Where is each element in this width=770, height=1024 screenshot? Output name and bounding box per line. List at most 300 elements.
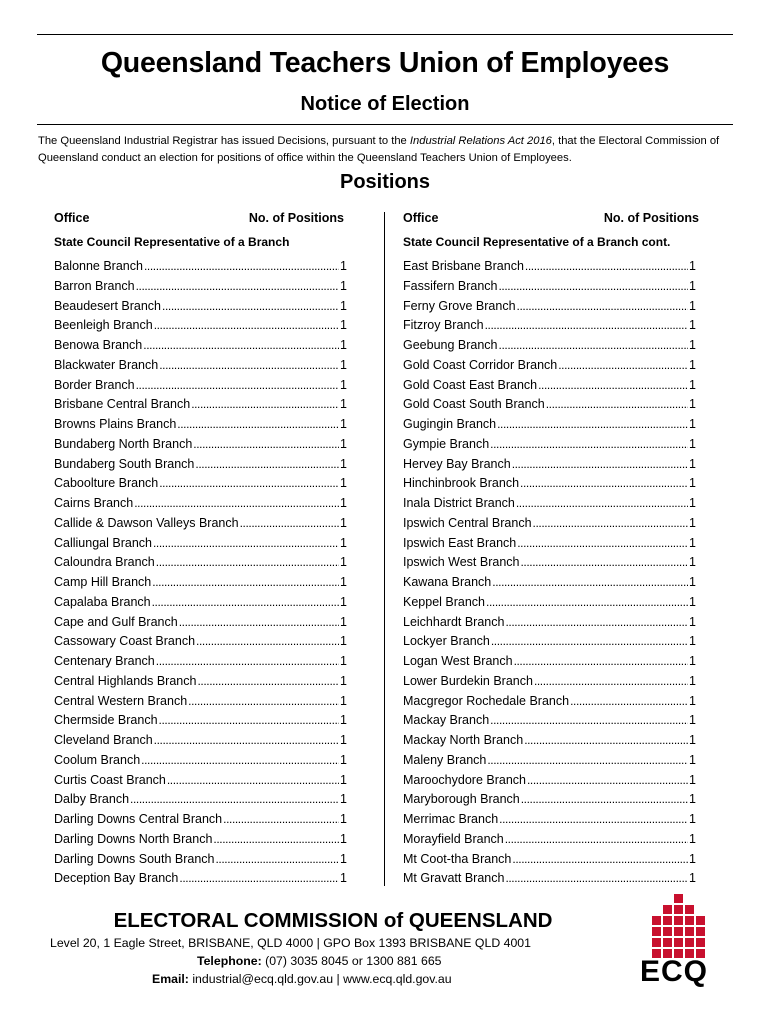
branch-name: Cairns Branch	[54, 496, 134, 510]
position-count: 1	[340, 693, 347, 708]
dot-leader	[512, 852, 688, 866]
position-count: 1	[689, 831, 696, 846]
position-count: 1	[340, 634, 347, 649]
dot-leader	[213, 832, 339, 846]
dot-leader	[498, 279, 688, 293]
position-row	[403, 871, 696, 891]
branch-name: East Brisbane Branch	[403, 259, 524, 273]
footer-telephone	[197, 954, 442, 968]
position-count: 1	[689, 792, 696, 807]
position-count: 1	[340, 278, 347, 293]
position-row	[54, 555, 347, 575]
branch-name: Lower Burdekin Branch	[403, 673, 533, 688]
position-row	[54, 674, 347, 694]
branch-name: Callide & Dawson Valleys Branch	[54, 515, 239, 530]
position-row	[403, 457, 696, 477]
position-count: 1	[340, 831, 347, 846]
dot-leader	[490, 713, 688, 727]
branch-name: Browns Plains Branch	[54, 417, 177, 431]
branch-name: Beenleigh Branch	[54, 318, 153, 333]
branch-name: Darling Downs South Branch	[54, 851, 215, 866]
position-count: 1	[340, 338, 347, 352]
position-row	[403, 812, 696, 832]
position-count: 1	[340, 535, 347, 550]
logo-square	[663, 916, 672, 925]
telephone-number: (07) 3035 8045 or 1300 881 665	[261, 954, 442, 968]
number-of-positions-header: No. of Positions	[603, 211, 699, 225]
branch-name: Brisbane Central Branch	[54, 397, 191, 412]
dot-leader	[144, 259, 339, 273]
position-row	[403, 259, 696, 279]
top-rule	[37, 34, 733, 35]
position-count: 1	[340, 357, 347, 372]
position-row	[54, 536, 347, 556]
positions-column-left	[54, 210, 347, 891]
position-count: 1	[689, 693, 696, 708]
footer-email	[152, 972, 452, 986]
dot-leader	[487, 753, 688, 767]
dot-leader	[534, 674, 688, 688]
branch-name: Camp Hill Branch	[54, 575, 152, 589]
branch-name: Hinchinbrook Branch	[403, 476, 520, 491]
dot-leader	[490, 437, 688, 451]
branch-name: Calliungal Branch	[54, 535, 152, 550]
position-row	[403, 595, 696, 615]
dot-leader	[512, 457, 688, 471]
logo-grid	[652, 894, 705, 958]
dot-leader	[505, 832, 688, 846]
dot-leader	[492, 575, 688, 589]
branch-name: Centenary Branch	[54, 654, 155, 668]
branch-name: Central Highlands Branch	[54, 673, 197, 688]
position-count: 1	[340, 575, 347, 589]
dot-leader	[223, 812, 339, 826]
dot-leader	[159, 358, 339, 372]
position-count: 1	[689, 456, 696, 471]
position-count: 1	[340, 476, 347, 491]
position-count: 1	[340, 318, 347, 333]
dot-leader	[167, 773, 339, 787]
dot-leader	[134, 496, 339, 510]
position-row	[54, 832, 347, 852]
dot-leader	[159, 713, 340, 727]
branch-name: Darling Downs North Branch	[54, 831, 213, 846]
position-row	[54, 812, 347, 832]
logo-square	[696, 938, 705, 947]
dot-leader	[130, 792, 339, 806]
position-row	[54, 753, 347, 773]
branch-name: Chermside Branch	[54, 713, 158, 728]
position-count: 1	[340, 812, 347, 826]
number-of-positions-header: No. of Positions	[248, 211, 344, 225]
positions-list-left	[54, 259, 347, 891]
position-row	[403, 299, 696, 319]
branch-name: Keppel Branch	[403, 594, 486, 609]
position-row	[54, 437, 347, 457]
position-count: 1	[689, 851, 696, 866]
logo-square	[674, 894, 683, 903]
dot-leader	[162, 299, 339, 313]
branch-name: Coolum Branch	[54, 752, 141, 767]
dot-leader	[491, 634, 688, 648]
position-count: 1	[340, 496, 347, 510]
position-row	[403, 832, 696, 852]
dot-leader	[520, 476, 688, 490]
dot-leader	[497, 417, 688, 431]
branch-name: Gold Coast Corridor Branch	[403, 357, 558, 372]
position-row	[54, 378, 347, 398]
position-row	[403, 654, 696, 674]
dot-leader	[179, 871, 339, 885]
position-count: 1	[689, 614, 696, 629]
section-heading: State Council Representative of a Branch	[54, 235, 290, 249]
position-count: 1	[689, 298, 696, 313]
position-row	[403, 516, 696, 536]
branch-name: Curtis Coast Branch	[54, 772, 166, 787]
logo-square	[674, 938, 683, 947]
position-row	[54, 595, 347, 615]
position-count: 1	[340, 397, 347, 412]
dot-leader	[141, 753, 339, 767]
dot-leader	[505, 615, 688, 629]
office-header: Office	[403, 211, 439, 225]
logo-square	[685, 916, 694, 925]
column-divider	[384, 212, 385, 886]
positions-column-right	[403, 210, 699, 891]
dot-leader	[188, 694, 339, 708]
position-count: 1	[340, 792, 347, 807]
position-row	[403, 773, 696, 793]
dot-leader	[159, 476, 339, 490]
position-row	[54, 516, 347, 536]
position-row	[54, 397, 347, 417]
branch-name: Capalaba Branch	[54, 594, 151, 609]
branch-name: Hervey Bay Branch	[403, 456, 511, 471]
dot-leader	[154, 733, 339, 747]
position-row	[54, 338, 347, 358]
branch-name: Caloundra Branch	[54, 555, 155, 570]
office-header: Office	[54, 211, 90, 225]
position-count: 1	[689, 515, 696, 530]
position-count: 1	[689, 812, 696, 826]
position-row	[403, 615, 696, 635]
dot-leader	[514, 654, 688, 668]
position-row	[403, 852, 696, 872]
position-row	[403, 792, 696, 812]
dot-leader	[533, 516, 689, 530]
branch-name: Macgregor Rochedale Branch	[403, 693, 570, 708]
logo-square	[652, 927, 661, 936]
branch-name: Bundaberg South Branch	[54, 456, 195, 471]
position-row	[403, 536, 696, 556]
branch-name: Cleveland Branch	[54, 733, 153, 747]
dot-leader	[154, 318, 339, 332]
logo-square	[696, 916, 705, 925]
intro-act-name: Industrial Relations Act 2016	[409, 135, 552, 147]
dot-leader	[156, 555, 339, 569]
dot-leader	[499, 812, 688, 826]
document-subtitle: Notice of Election	[300, 93, 470, 115]
branch-name: Mackay Branch	[403, 713, 490, 728]
branch-name: Ipswich East Branch	[403, 535, 517, 550]
footer-organisation-text: ELECTORAL COMMISSION of QUEENSLAND	[113, 909, 553, 932]
branch-name: Ipswich West Branch	[403, 555, 520, 570]
logo-square	[674, 905, 683, 914]
branch-name: Merrimac Branch	[403, 812, 499, 826]
dot-leader	[524, 733, 688, 747]
position-row	[403, 634, 696, 654]
position-row	[403, 555, 696, 575]
position-count: 1	[340, 851, 347, 866]
logo-square	[674, 916, 683, 925]
position-row	[54, 417, 347, 437]
branch-name: Cassowary Coast Branch	[54, 634, 196, 649]
branch-name: Cape and Gulf Branch	[54, 614, 178, 629]
branch-name: Mt Coot-tha Branch	[403, 851, 512, 866]
branch-name: Inala District Branch	[403, 496, 515, 510]
branch-name: Logan West Branch	[403, 654, 513, 668]
position-row	[54, 457, 347, 477]
position-row	[54, 792, 347, 812]
branch-name: Caboolture Branch	[54, 476, 159, 491]
branch-name: Ferny Grove Branch	[403, 298, 516, 313]
position-row	[54, 852, 347, 872]
position-count: 1	[340, 673, 347, 688]
position-count: 1	[689, 377, 696, 392]
heading-rule	[37, 124, 733, 125]
branch-name: Benowa Branch	[54, 338, 143, 352]
position-count: 1	[689, 733, 696, 747]
position-count: 1	[340, 752, 347, 767]
branch-name: Gold Coast East Branch	[403, 377, 538, 392]
position-row	[403, 417, 696, 437]
position-row	[54, 575, 347, 595]
position-count: 1	[689, 634, 696, 649]
position-count: 1	[689, 278, 696, 293]
position-row	[54, 773, 347, 793]
position-row	[403, 575, 696, 595]
intro-paragraph	[38, 133, 738, 166]
positions-list-right	[403, 259, 696, 891]
branch-name: Blackwater Branch	[54, 357, 159, 372]
dot-leader	[527, 773, 688, 787]
position-row	[403, 378, 696, 398]
position-count: 1	[689, 654, 696, 668]
position-row	[403, 753, 696, 773]
branch-name: Gold Coast South Branch	[403, 397, 545, 412]
dot-leader	[216, 852, 340, 866]
position-count: 1	[689, 357, 696, 372]
dot-leader	[193, 437, 339, 451]
position-count: 1	[689, 535, 696, 550]
logo-square	[652, 938, 661, 947]
branch-name: Darling Downs Central Branch	[54, 812, 223, 826]
branch-name: Gugingin Branch	[403, 417, 497, 431]
position-row	[403, 713, 696, 733]
position-count: 1	[689, 496, 696, 510]
branch-name: Beaudesert Branch	[54, 298, 162, 313]
dot-leader	[143, 338, 339, 352]
position-count: 1	[340, 555, 347, 570]
branch-name: Dalby Branch	[54, 792, 130, 807]
dot-leader	[136, 279, 339, 293]
position-row	[54, 358, 347, 378]
positions-heading: Positions	[339, 171, 430, 193]
branch-name: Maryborough Branch	[403, 792, 520, 807]
position-count: 1	[340, 772, 347, 787]
position-count: 1	[689, 575, 696, 589]
branch-name: Barron Branch	[54, 278, 135, 293]
logo-square	[663, 938, 672, 947]
branch-name: Ipswich Central Branch	[403, 515, 532, 530]
position-count: 1	[689, 476, 696, 491]
position-row	[403, 496, 696, 516]
dot-leader	[156, 654, 339, 668]
dot-leader	[570, 694, 688, 708]
position-row	[403, 397, 696, 417]
dot-leader	[499, 338, 689, 352]
branch-name: Kawana Branch	[403, 575, 492, 589]
dot-leader	[196, 634, 339, 648]
dot-leader	[516, 496, 688, 510]
position-row	[54, 615, 347, 635]
logo-square	[663, 905, 672, 914]
logo-square	[674, 927, 683, 936]
dot-leader	[517, 536, 688, 550]
position-count: 1	[689, 417, 696, 431]
ecq-logo-text: ECQ	[640, 955, 709, 988]
dot-leader	[485, 318, 688, 332]
position-row	[403, 733, 696, 753]
telephone-label: Telephone:	[197, 954, 262, 968]
logo-square	[685, 905, 694, 914]
branch-name: Deception Bay Branch	[54, 871, 179, 886]
position-count: 1	[689, 594, 696, 609]
logo-square	[652, 916, 661, 925]
position-count: 1	[689, 259, 696, 273]
position-count: 1	[340, 713, 347, 728]
position-row	[403, 437, 696, 457]
position-row	[54, 733, 347, 753]
dot-leader	[521, 792, 688, 806]
branch-name: Fitzroy Branch	[403, 318, 484, 333]
position-count: 1	[340, 298, 347, 313]
dot-leader	[191, 397, 339, 411]
position-count: 1	[340, 654, 347, 668]
position-row	[54, 476, 347, 496]
position-row	[403, 279, 696, 299]
position-row	[403, 318, 696, 338]
document-title: Queensland Teachers Union of Employees	[100, 47, 670, 79]
dot-leader	[152, 575, 339, 589]
position-count: 1	[689, 555, 696, 570]
dot-leader	[152, 595, 339, 609]
logo-square	[685, 938, 694, 947]
branch-name: Maleny Branch	[403, 752, 487, 767]
logo-square	[696, 927, 705, 936]
column-header	[403, 210, 699, 230]
position-count: 1	[689, 318, 696, 333]
position-count: 1	[689, 772, 696, 787]
position-row	[54, 871, 347, 891]
dot-leader	[136, 378, 339, 392]
position-count: 1	[340, 456, 347, 471]
position-count: 1	[340, 436, 347, 451]
position-row	[403, 358, 696, 378]
position-count: 1	[689, 397, 696, 412]
dot-leader	[486, 595, 688, 609]
position-row	[54, 496, 347, 516]
position-count: 1	[340, 594, 347, 609]
position-row	[403, 694, 696, 714]
dot-leader	[197, 674, 339, 688]
position-count: 1	[340, 515, 347, 530]
position-row	[403, 476, 696, 496]
position-row	[403, 338, 696, 358]
position-count: 1	[340, 259, 347, 273]
dot-leader	[240, 516, 339, 530]
branch-name: Central Western Branch	[54, 693, 188, 708]
branch-name: Mackay North Branch	[403, 733, 524, 747]
branch-name: Leichhardt Branch	[403, 614, 505, 629]
branch-name: Morayfield Branch	[403, 831, 504, 846]
branch-name: Maroochydore Branch	[403, 772, 526, 787]
branch-name: Mt Gravatt Branch	[403, 871, 505, 886]
position-count: 1	[689, 752, 696, 767]
dot-leader	[538, 378, 688, 392]
branch-name: Geebung Branch	[403, 338, 498, 352]
position-row	[54, 259, 347, 279]
position-count: 1	[689, 436, 696, 451]
position-count: 1	[340, 377, 347, 392]
position-row	[54, 318, 347, 338]
section-heading: State Council Representative of a Branch cont.	[403, 235, 671, 249]
position-row	[54, 654, 347, 674]
dot-leader	[517, 299, 689, 313]
position-count: 1	[689, 338, 696, 352]
logo-square	[685, 927, 694, 936]
position-row	[54, 299, 347, 319]
branch-name: Fassifern Branch	[403, 278, 498, 293]
position-row	[54, 694, 347, 714]
position-row	[403, 674, 696, 694]
dot-leader	[525, 259, 688, 273]
position-count: 1	[340, 871, 347, 886]
dot-leader	[520, 555, 688, 569]
email-label: Email:	[152, 972, 189, 986]
branch-name: Gympie Branch	[403, 436, 490, 451]
footer-address: Level 20, 1 Eagle Street, BRISBANE, QLD 4000 | GPO Box 1393 BRISBANE QLD 4001	[50, 936, 531, 950]
email-and-website: industrial@ecq.qld.gov.au | www.ecq.qld.gov.au	[188, 972, 452, 986]
dot-leader	[505, 871, 688, 885]
position-row	[54, 634, 347, 654]
position-count: 1	[340, 733, 347, 747]
dot-leader	[558, 358, 688, 372]
position-count: 1	[340, 417, 347, 431]
position-count: 1	[689, 871, 696, 886]
intro-text-2: , that the Electoral Commission of Queensland conduct an election for positions of office within the Queensland Teachers Union of Employees.	[38, 135, 720, 164]
branch-name: Border Branch	[54, 377, 135, 392]
dot-leader	[177, 417, 339, 431]
position-count: 1	[689, 713, 696, 728]
logo-square	[663, 927, 672, 936]
branch-name: Bundaberg North Branch	[54, 436, 193, 451]
position-row	[54, 279, 347, 299]
dot-leader	[179, 615, 339, 629]
branch-name: Balonne Branch	[54, 259, 143, 273]
position-count: 1	[689, 673, 696, 688]
dot-leader	[153, 536, 339, 550]
